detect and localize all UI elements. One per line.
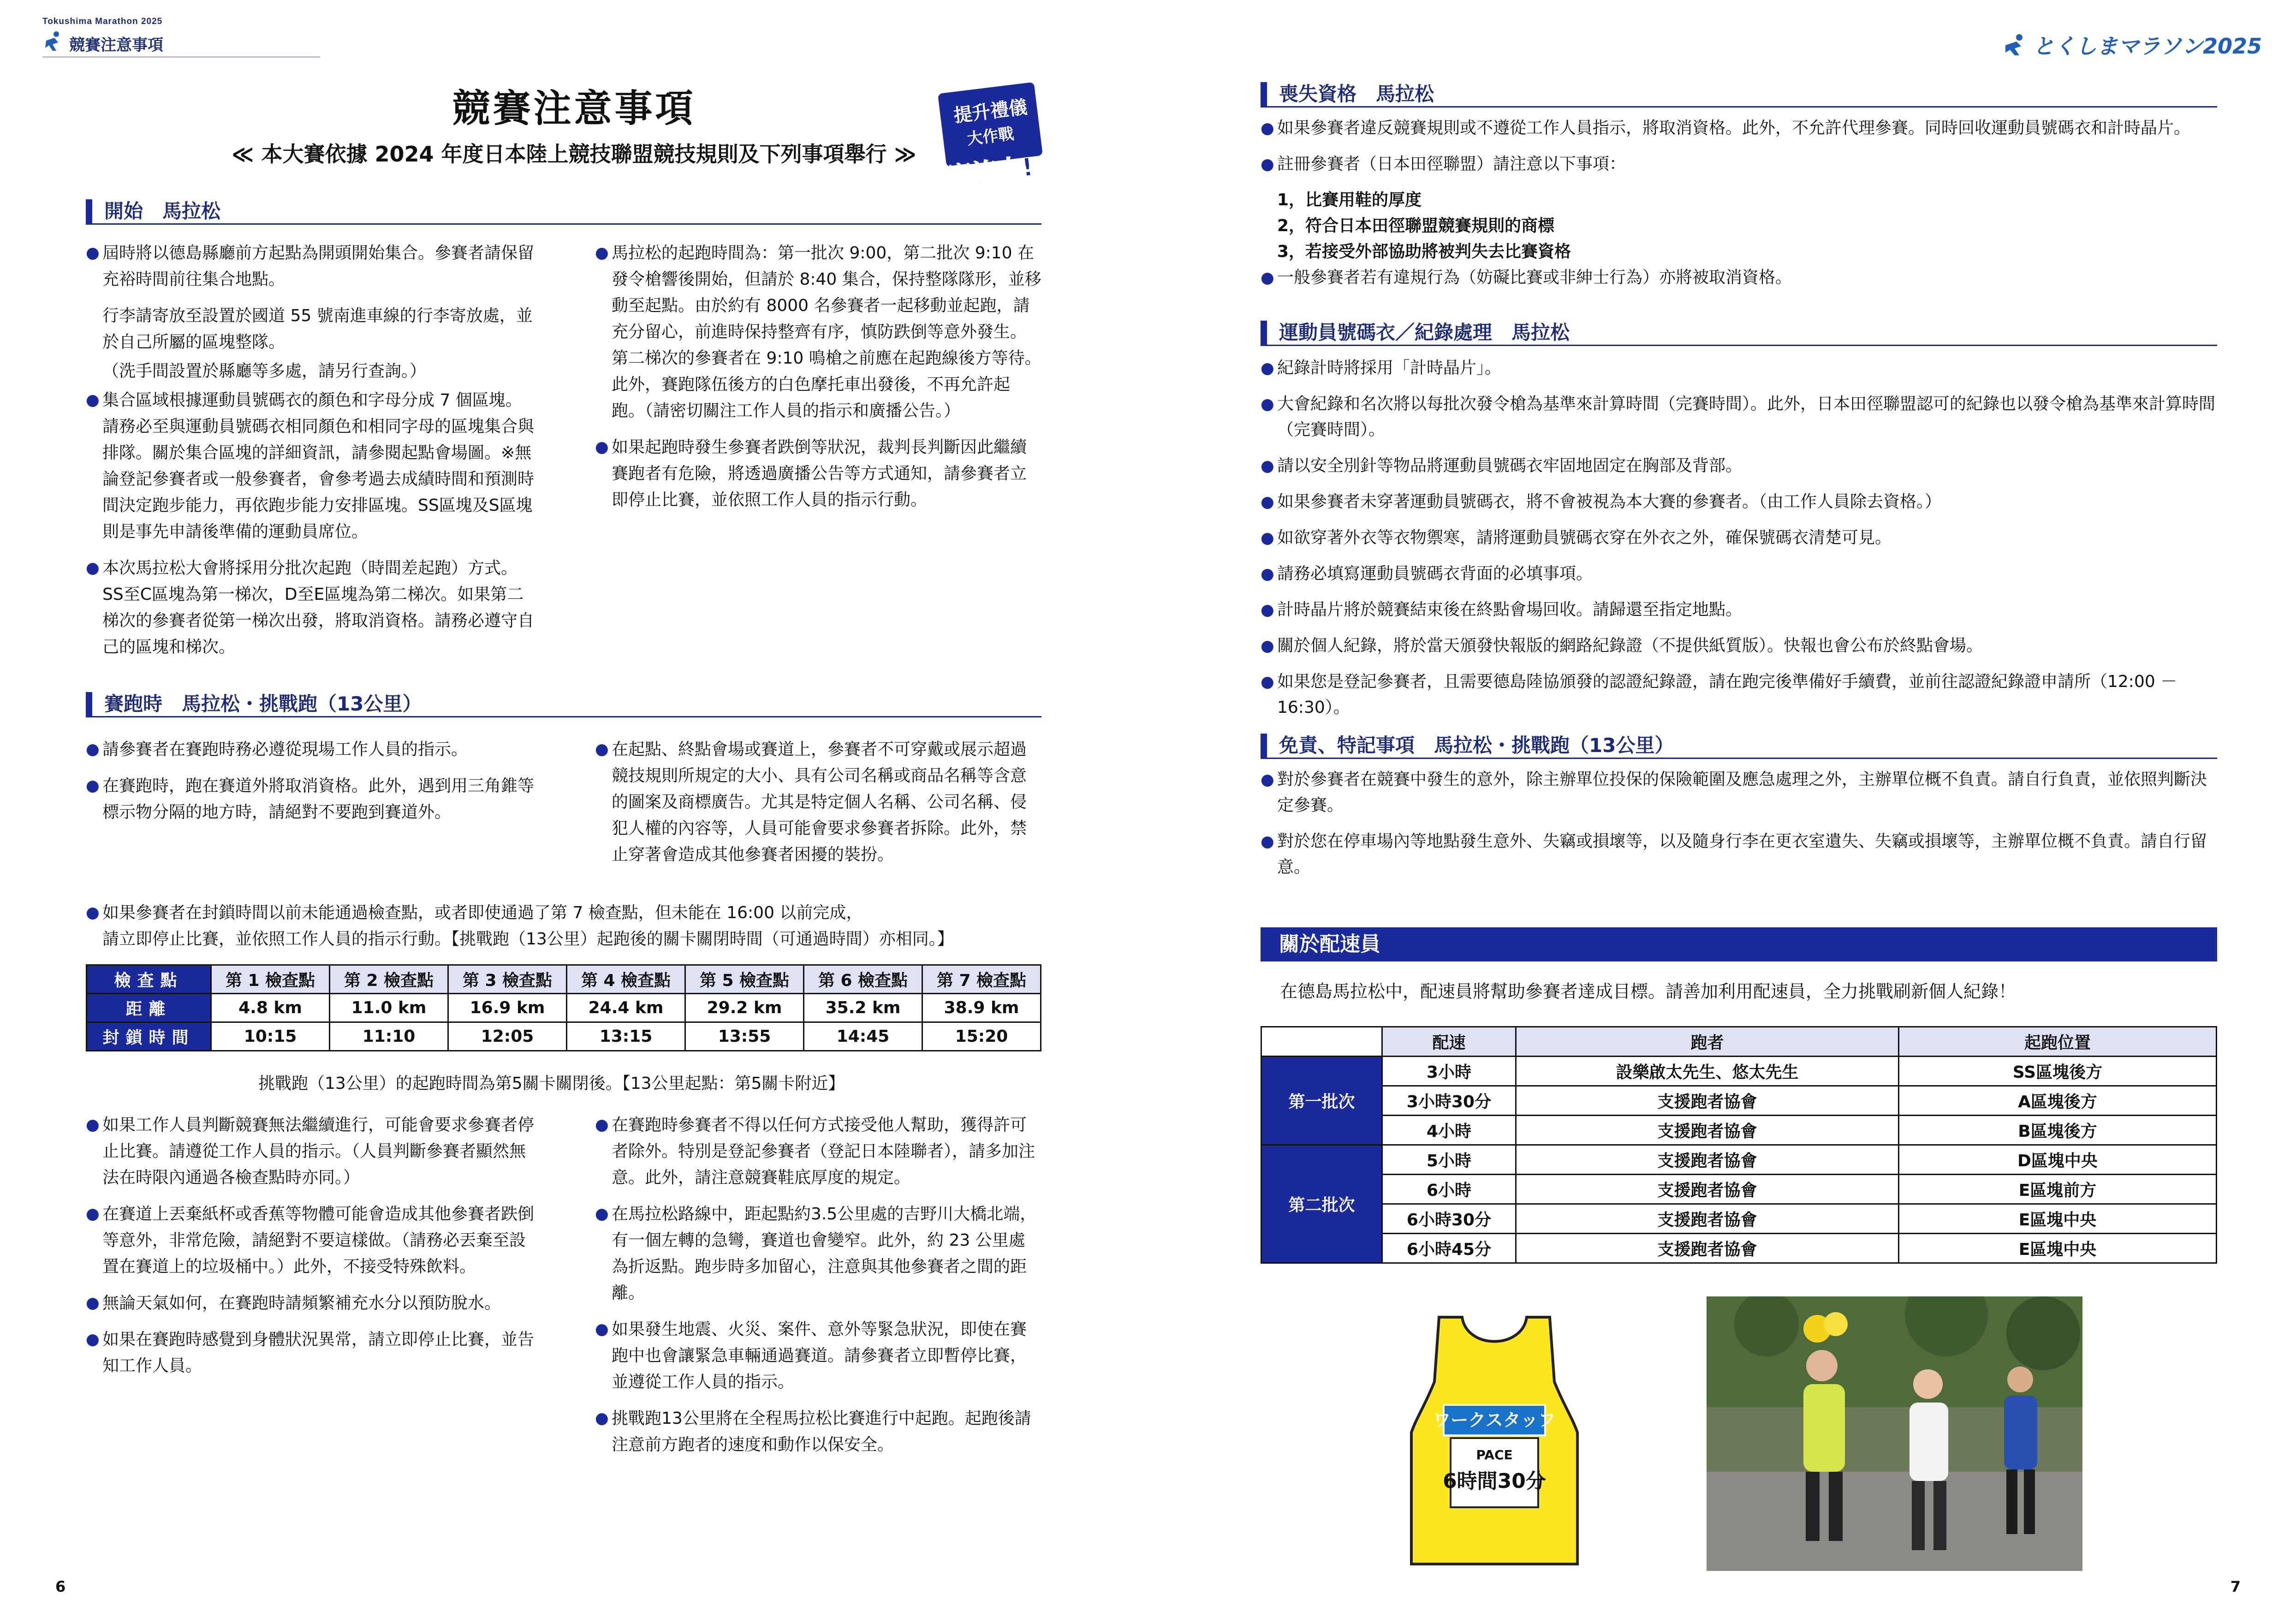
checkpoint-name: 第 6 檢查點	[804, 965, 922, 994]
bullet-item: ● 馬拉松的起跑時間為：第一批次 9:00，第二批次 9:10 在發令槍響後開始，但請於 8:40 集合，保持整隊隊形，並移動至起點。由於約有 8000 名參賽者一起移動並起跑，請充分留心，前進時保持整齊有序，慎防跌倒等意外發生。第二梯次的參賽者在 9:10 鳴槍之前應在起跑線後方等待。此外，賽跑隊伍後方的白色摩托車出發後，不再允許起跑。（請密切關注工作人員的指示和廣播公告。）	[595, 240, 1041, 424]
vest-pace-time: 6時間30分	[1443, 1469, 1546, 1493]
start-section-heading	[86, 199, 1041, 225]
checkpoint-distance: 11.0 km	[330, 994, 448, 1022]
checkpoint-time: 15:20	[922, 1022, 1041, 1051]
pace-cell: 5小時	[1382, 1145, 1516, 1175]
runners-photo	[1707, 1296, 2082, 1571]
runner-cell: 支援跑者協會	[1516, 1175, 1899, 1204]
section-heading: 開始 馬拉松	[86, 199, 1041, 225]
page-number: 6	[55, 1578, 66, 1595]
pace-cell: 6小時	[1382, 1175, 1516, 1204]
bullet-item: ● 請以安全別針等物品將運動員號碼衣牢固地固定在胸部及背部。	[1261, 453, 2217, 479]
pacer-heading: 關於配速員	[1261, 927, 2217, 961]
race-left-column-2	[86, 1112, 538, 1389]
table-row	[1261, 1234, 2217, 1263]
runner-cell: 支援跑者協會	[1516, 1116, 1899, 1145]
pacer-table	[1261, 1026, 2217, 1264]
race-section-heading	[86, 692, 1041, 717]
runner-cell: 支援跑者協會	[1516, 1204, 1899, 1234]
table-row	[87, 994, 1041, 1022]
race-right-column-2	[595, 1112, 1041, 1468]
checkpoint-distance: 38.9 km	[922, 994, 1041, 1022]
table-row	[1261, 1175, 2217, 1204]
table-row	[1261, 1057, 2217, 1086]
bullet-item: ● 挑戰跑13公里將在全程馬拉松比賽進行中起跑。起跑後請注意前方跑者的速度和動作以保安全。	[595, 1405, 1041, 1458]
disqualify-section-heading	[1261, 82, 2217, 107]
section-heading: 運動員號碼衣／紀錄處理 馬拉松	[1261, 321, 2217, 346]
table-row	[1261, 1145, 2217, 1175]
disqualify-list	[1261, 115, 2217, 301]
checkpoint-name: 第 7 檢查點	[922, 965, 1041, 994]
section-label: 競賽注意事項	[69, 36, 163, 54]
pace-cell: 3小時	[1382, 1057, 1516, 1086]
bullet-item: ● 集合區域根據運動員號碼衣的顏色和字母分成 7 個區塊。請務必至與運動員號碼衣相同顏色和相同字母的區塊集合與排隊。關於集合區塊的詳細資訊，請參閱起點會場圖。※無論登記參賽者或一般參賽者，會參考過去成績時間和預測時間決定跑步能力，再依跑步能力安排區塊。SS區塊及S區塊則是事先申請後準備的運動員席位。	[86, 387, 538, 545]
bullet-item: ● 在馬拉松路線中，距起點約3.5公里處的吉野川大橋北端，有一個左轉的急彎，賽道也會變窄。此外，約 23 公里處為折返點。跑步時多加留心，注意與其他參賽者之間的距離。	[595, 1201, 1041, 1306]
pace-cell: 6小時30分	[1382, 1204, 1516, 1234]
bib-list	[1261, 355, 2217, 731]
section-heading: 賽跑時 馬拉松・挑戰跑（13公里）	[86, 692, 1041, 717]
checkpoint-name: 第 4 檢查點	[567, 965, 685, 994]
runner-cell: 設樂啟太先生、悠太先生	[1516, 1057, 1899, 1086]
position-cell: A區塊後方	[1899, 1086, 2217, 1116]
position-cell: B區塊後方	[1899, 1116, 2217, 1145]
position-cell: E區塊前方	[1899, 1175, 2217, 1204]
bullet-item: ● 如果在賽跑時感覺到身體狀況異常，請立即停止比賽，並告知工作人員。	[86, 1326, 538, 1379]
list-item: 1，比賽用鞋的厚度	[1277, 191, 1422, 209]
row-label: 距離	[87, 994, 211, 1022]
bullet-item: ● 無論天氣如何，在賽跑時請頻繁補充水分以預防脫水。	[86, 1290, 538, 1316]
bullet-item: ● 如果發生地震、火災、案件、意外等緊急狀況，即使在賽跑中也會讓緊急車輛通過賽道。請參賽者立即暫停比賽，並遵從工作人員的指示。	[595, 1316, 1041, 1395]
row-label: 檢查點	[87, 965, 211, 994]
bullet-item: ● 在賽道上丟棄紙杯或香蕉等物體可能會造成其他參賽者跌倒等意外，非常危險，請絕對不要這樣做。（請務必丟棄至設置在賽道上的垃圾桶中。）此外，不接受特殊飲料。	[86, 1201, 538, 1280]
etiquette-badge	[928, 83, 1053, 192]
brand-text: Tokushima Marathon 2025	[42, 17, 163, 26]
vest-label: ワークスタッフ	[1433, 1410, 1556, 1430]
bullet-item: ● 關於個人紀錄，將於當天頒發快報版的網路紀錄證（不提供紙質版）。快報也會公布於終點會場。	[1261, 633, 2217, 659]
bullet-item: ● 大會紀錄和名次將以每批次發令槍為基準來計算時間（完賽時間）。此外，日本田徑聯盟認可的紀錄也以發令槍為基準來計算時間（完賽時間）。	[1261, 391, 2217, 443]
header-cell: 起跑位置	[1899, 1027, 2217, 1057]
checkpoint-name: 第 2 檢查點	[330, 965, 448, 994]
checkpoint-time: 13:55	[685, 1022, 804, 1051]
bullet-item: ● 請參賽者在賽跑時務必遵從現場工作人員的指示。	[86, 736, 538, 763]
checkpoint-time: 14:45	[804, 1022, 922, 1051]
list-item: 3，若接受外部協助將被判失去比賽資格	[1277, 242, 1571, 261]
table-row	[1261, 1116, 2217, 1145]
bullet-item: ● 如果起跑時發生參賽者跌倒等狀況，裁判長判斷因此繼續賽跑者有危險，將透過廣播公告等方式通知，請參賽者立即停止比賽，並依照工作人員的指示行動。	[595, 434, 1041, 513]
pacer-intro: 在德島馬拉松中，配速員將幫助參賽者達成目標。請善加利用配速員，全力挑戰刷新個人紀錄！	[1280, 981, 2016, 1002]
list-item: 2，符合日本田徑聯盟競賽規則的商標	[1277, 216, 1555, 235]
badge-line-1: 提升禮儀	[952, 96, 1029, 127]
vest-pace-label: PACE	[1476, 1447, 1513, 1463]
checkpoint-time: 11:10	[330, 1022, 448, 1051]
bullet-item: ● 對於參賽者在競賽中發生的意外，除主辦單位投保的保險範圍及應急處理之外，主辦單位概不負責。請自行負責，並依照判斷決定參賽。	[1261, 767, 2217, 818]
position-cell: E區塊中央	[1899, 1234, 2217, 1263]
table-row	[1261, 1204, 2217, 1234]
badge-line-3: 實施中!	[946, 152, 1035, 192]
liability-section-heading	[1261, 734, 2217, 759]
checkpoint-distance: 35.2 km	[804, 994, 922, 1022]
bullet-item: ● 如果您是登記參賽者，且需要德島陸協頒發的認證紀錄證，請在跑完後準備好手續費，並前往認證紀錄證申請所（12:00 － 16:30）。	[1261, 669, 2217, 721]
position-cell: SS區塊後方	[1899, 1057, 2217, 1086]
section-heading: 喪失資格 馬拉松	[1261, 82, 2217, 107]
bullet-item: ● 對於您在停車場內等地點發生意外、失竊或損壞等，以及隨身行李在更衣室遺失、失竊或損壞等，主辦單位概不負責。請自行留意。	[1261, 829, 2217, 880]
pacer-vest-illustration	[1407, 1313, 1582, 1571]
checkpoint-time: 12:05	[448, 1022, 567, 1051]
pace-cell: 6小時45分	[1382, 1234, 1516, 1263]
logo-text: とくしまマラソン2025	[2033, 34, 2262, 59]
header-rule	[42, 56, 320, 58]
checkpoint-time: 10:15	[211, 1022, 330, 1051]
bullet-item: ● 在起點、終點會場或賽道上，參賽者不可穿戴或展示超過競技規則所規定的大小、具有公司名稱或商品名稱等含意的圖案及商標廣告。尤其是特定個人名稱、公司名稱、侵犯人權的內容等，人員可能會要求參賽者拆除。此外，禁止穿著會造成其他參賽者困擾的裝扮。	[595, 736, 1041, 868]
wave-label: 第二批次	[1261, 1145, 1382, 1263]
checkpoint-name: 第 1 檢查點	[211, 965, 330, 994]
race-left-column	[86, 736, 538, 836]
list-item: 行李請寄放至設置於國道 55 號南進車線的行李寄放處，並於自己所屬的區塊整隊。	[102, 306, 533, 352]
bullet-item: ● 一般參賽者若有違規行為（妨礙比賽或非紳士行為）亦將被取消資格。	[1261, 265, 2217, 291]
bib-section-heading	[1261, 321, 2217, 346]
page-number: 7	[2230, 1578, 2241, 1595]
liability-list	[1261, 767, 2217, 890]
start-right-column	[595, 240, 1041, 523]
runner-cell: 支援跑者協會	[1516, 1145, 1899, 1175]
table-row	[1261, 1086, 2217, 1116]
checkpoint-distance: 16.9 km	[448, 994, 567, 1022]
bullet-item: ● 紀錄計時將採用「計時晶片」。	[1261, 355, 2217, 381]
runner-logo-icon	[42, 30, 64, 52]
bullet-item: ● 如果參賽者違反競賽規則或不遵從工作人員指示，將取消資格。此外，不允許代理參賽。同時回收運動員號碼衣和計時晶片。	[1261, 115, 2217, 141]
bullet-item: ● 計時晶片將於競賽結束後在終點會場回收。請歸還至指定地點。	[1261, 597, 2217, 623]
bullet-item: ● 如欲穿著外衣等衣物禦寒，請將運動員號碼衣穿在外衣之外，確保號碼衣清楚可見。	[1261, 525, 2217, 551]
bullet-item: ● 如果參賽者未穿著運動員號碼衣，將不會被視為本大賽的參賽者。（由工作人員除去資格。）	[1261, 489, 2217, 515]
table-row	[87, 1022, 1041, 1051]
section-heading: 免責、特記事項 馬拉松・挑戰跑（13公里）	[1261, 734, 2217, 759]
bullet-item: ● 在賽跑時，跑在賽道外將取消資格。此外，遇到用三角錐等標示物分隔的地方時，請絕對不要跑到賽道外。	[86, 773, 538, 825]
bullet-item: ● 在賽跑時參賽者不得以任何方式接受他人幫助，獲得許可者除外。特別是登記參賽者（登記日本陸聯者），請多加注意。此外，請注意競賽鞋底厚度的規定。	[595, 1112, 1041, 1191]
pace-cell: 3小時30分	[1382, 1086, 1516, 1116]
bullet-item: ● 屆時將以德島縣廳前方起點為開頭開始集合。參賽者請保留充裕時間前往集合地點。	[86, 240, 538, 293]
header-cell: 配速	[1382, 1027, 1516, 1057]
race-right-column	[595, 736, 1041, 878]
runner-cell: 支援跑者協會	[1516, 1234, 1899, 1263]
closing-note	[86, 900, 1054, 952]
checkpoint-distance: 24.4 km	[567, 994, 685, 1022]
row-label: 封鎖時間	[87, 1022, 211, 1051]
list-item: （洗手間設置於縣廳等多處，請另行查詢。）	[102, 362, 427, 381]
bullet-item: ● 請務必填寫運動員號碼衣背面的必填事項。	[1261, 561, 2217, 587]
wave-label: 第一批次	[1261, 1057, 1382, 1145]
position-cell: E區塊中央	[1899, 1204, 2217, 1234]
checkpoint-table	[86, 964, 1041, 1051]
bullet-item: ● 如果工作人員判斷競賽無法繼續進行，可能會要求參賽者停止比賽。請遵從工作人員的指示。（人員判斷參賽者顯然無法在時限內通過各檢查點時亦同。）	[86, 1112, 538, 1191]
table-note: 挑戰跑（13公里）的起跑時間為第5關卡關閉後。【13公里起點：第5關卡附近】	[258, 1074, 845, 1093]
closing-note-line-1: ● 如果參賽者在封鎖時間以前未能通過檢查點，或者即使通過了第 7 檢查點，但未能在 16:00 以前完成，	[86, 900, 1054, 926]
runner-cell: 支援跑者協會	[1516, 1086, 1899, 1116]
checkpoint-name: 第 3 檢查點	[448, 965, 567, 994]
checkpoint-distance: 29.2 km	[685, 994, 804, 1022]
badge-line-2: 大作戰	[966, 124, 1015, 149]
bullet-item: ● 本次馬拉松大會將採用分批次起跑（時間差起跑）方式。SS至C區塊為第一梯次，D至E區塊為第二梯次。如果第二梯次的參賽者從第一梯次出發，將取消資格。請務必遵守自己的區塊和梯次。	[86, 555, 538, 660]
closing-note-line-2: 請立即停止比賽，並依照工作人員的指示行動。【挑戰跑（13公里）起跑後的關卡關閉時間（可通過時間）亦相同。】	[102, 930, 954, 949]
checkpoint-distance: 4.8 km	[211, 994, 330, 1022]
page-title: 競賽注意事項	[452, 86, 696, 131]
position-cell: D區塊中央	[1899, 1145, 2217, 1175]
checkpoint-name: 第 5 檢查點	[685, 965, 804, 994]
event-logo	[2003, 30, 2262, 60]
page-subtitle: ≪ 本大賽依據 2024 年度日本陸上競技聯盟競技規則及下列事項舉行 ≫	[232, 142, 916, 167]
bullet-item: ● 註冊參賽者（日本田徑聯盟）請注意以下事項：	[1261, 151, 2217, 177]
table-header-row	[1261, 1027, 2217, 1057]
start-left-column	[86, 240, 538, 670]
checkpoint-time: 13:15	[567, 1022, 685, 1051]
pace-cell: 4小時	[1382, 1116, 1516, 1145]
header-cell	[1261, 1027, 1382, 1057]
table-row	[87, 965, 1041, 994]
runner-logo-icon	[2003, 33, 2028, 56]
header-cell: 跑者	[1516, 1027, 1899, 1057]
